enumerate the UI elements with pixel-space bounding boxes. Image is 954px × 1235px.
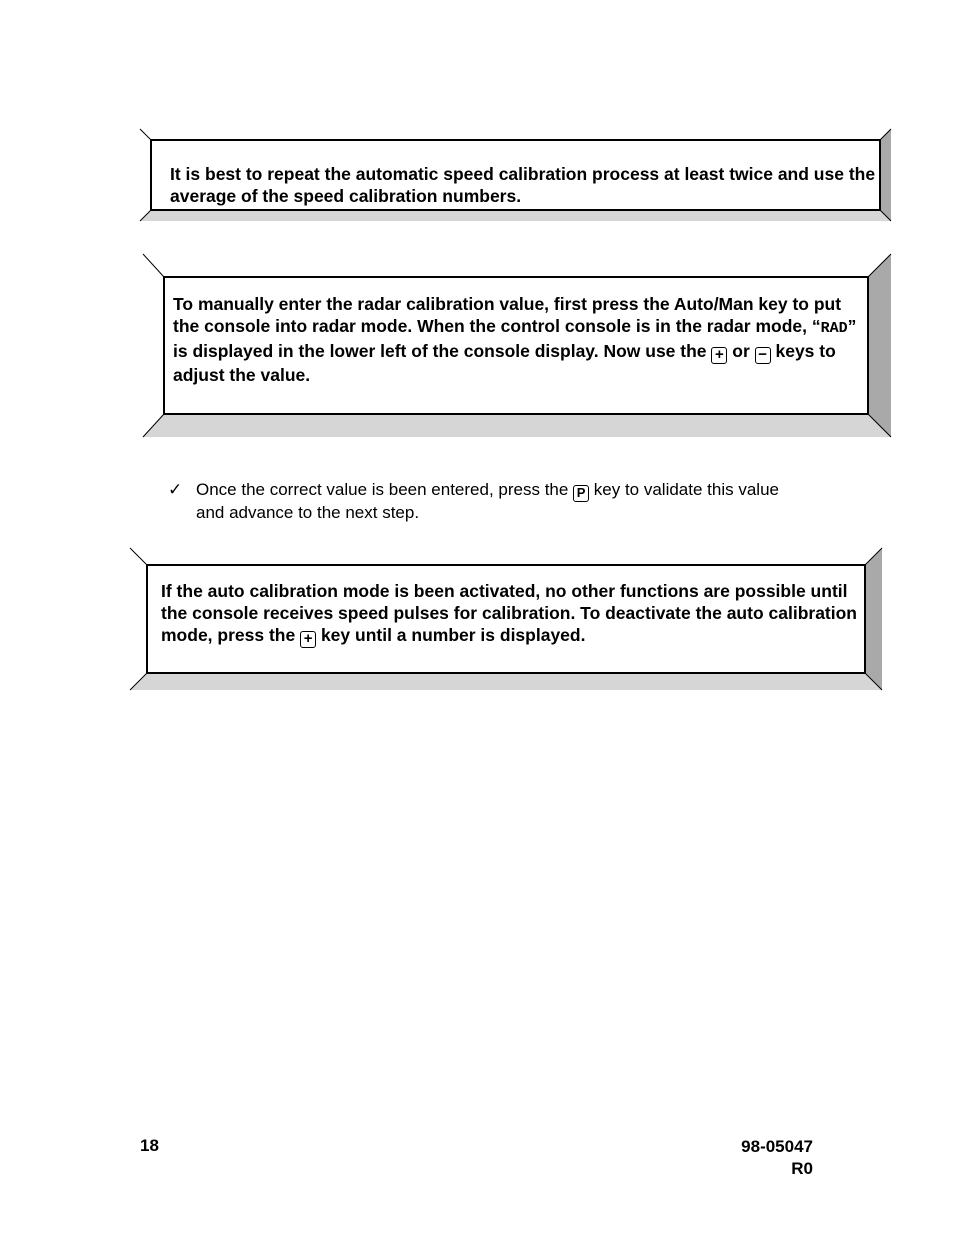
page-number: 18 — [140, 1136, 159, 1155]
plus-key-icon: + — [711, 347, 727, 364]
document-number: 98-05047 — [741, 1137, 813, 1156]
note-box-content — [151, 140, 880, 210]
note-text-part: keys to adjust the value. — [173, 341, 836, 385]
note-text-part: key until a number is displayed. — [316, 625, 586, 645]
note-box-auto-calibration — [130, 548, 882, 690]
note-box-content — [147, 565, 865, 673]
note-text-part: or — [727, 341, 755, 361]
note-box-repeat-calibration — [140, 129, 891, 221]
note-text-part: If the auto calibration mode is been activated, no other functions are possible until the console receives speed pulses for calibration. To deactivate the auto calibration mode, press the — [161, 581, 857, 645]
checkmark-icon: ✓ — [168, 480, 183, 499]
revision: R0 — [791, 1159, 813, 1178]
note-box-content — [164, 277, 868, 414]
note-box-manual-radar-calibration — [143, 254, 891, 437]
rad-display-code: RAD — [820, 320, 848, 337]
document-number-block — [741, 1136, 813, 1180]
checklist-item-text — [196, 479, 796, 523]
minus-key-icon: − — [755, 347, 771, 364]
note-text-part: ” is displayed in the lower left of the console display. Now use the — [173, 316, 857, 361]
note-text-part: To manually enter the radar calibration value, first press the Auto/Man key to put the console into radar mode. When the control console is in the radar mode, “ — [173, 294, 842, 336]
note-text: It is best to repeat the automatic speed calibration process at least twice and use the average of the speed calibration numbers. — [170, 164, 876, 206]
p-key-icon: P — [573, 485, 589, 502]
checklist-text-part: Once the correct value is been entered, press the — [196, 480, 574, 499]
plus-key-icon: + — [300, 631, 316, 648]
checklist-text-part: key to validate this value and advance to the next step. — [196, 480, 779, 522]
